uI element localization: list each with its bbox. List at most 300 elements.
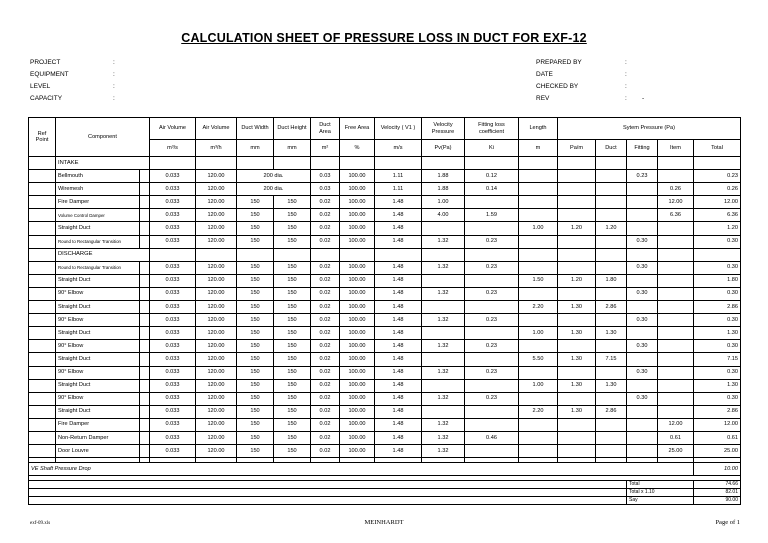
component-flag-cell	[140, 222, 150, 235]
duct-pressure-cell	[596, 392, 627, 405]
duct-area-cell: 0.02	[311, 222, 340, 235]
velocity-cell: 1.48	[375, 301, 422, 314]
duct-size-cell: 200 dia.	[237, 170, 311, 183]
fitting-pressure-cell	[627, 196, 658, 209]
velocity-cell: 1.48	[375, 196, 422, 209]
info-label: EQUIPMENT	[30, 71, 69, 78]
air-volume-ms-cell: 0.033	[150, 196, 196, 209]
duct-height-cell: 150	[274, 340, 311, 353]
duct-pressure-cell: 7.15	[596, 353, 627, 366]
info-row	[536, 69, 736, 81]
item-pressure-cell	[658, 327, 694, 340]
ref-cell	[29, 431, 56, 444]
fitting-loss-cell	[465, 196, 519, 209]
unit-velocity: m/s	[375, 140, 422, 157]
footer-company: MEINHARDT	[364, 519, 404, 526]
duct-area-cell: 0.02	[311, 196, 340, 209]
velocity-cell: 1.48	[375, 235, 422, 248]
ref-cell	[29, 196, 56, 209]
header-air-volume-mh: Air Volume	[196, 118, 237, 140]
fitting-loss-cell	[465, 445, 519, 458]
empty-cell	[422, 157, 465, 170]
pa-per-m-cell	[558, 235, 596, 248]
ref-cell	[29, 248, 56, 261]
empty-cell	[274, 248, 311, 261]
info-label: DATE	[536, 71, 553, 78]
air-volume-mh-cell: 120.00	[196, 431, 237, 444]
ref-cell	[29, 327, 56, 340]
free-area-cell: 100.00	[340, 379, 375, 392]
duct-height-cell: 150	[274, 301, 311, 314]
fitting-pressure-cell	[627, 209, 658, 222]
project-info-right	[536, 57, 736, 105]
air-volume-ms-cell: 0.033	[150, 261, 196, 274]
info-label: CHECKED BY	[536, 83, 579, 90]
total-pressure-cell: 25.00	[694, 445, 741, 458]
duct-pressure-cell: 2.86	[596, 301, 627, 314]
air-volume-mh-cell: 120.00	[196, 235, 237, 248]
length-cell	[519, 196, 558, 209]
duct-width-cell: 150	[237, 379, 274, 392]
item-pressure-cell	[658, 274, 694, 287]
fitting-loss-cell: 0.14	[465, 183, 519, 196]
length-cell	[519, 183, 558, 196]
free-area-cell: 100.00	[340, 353, 375, 366]
total-pressure-cell: 0.30	[694, 366, 741, 379]
info-row	[30, 81, 230, 93]
duct-width-cell: 150	[237, 340, 274, 353]
component-cell: Non-Return Damper	[56, 431, 140, 444]
unit-duct-height: mm	[274, 140, 311, 157]
table-row	[29, 196, 741, 209]
pa-per-m-cell: 1.20	[558, 274, 596, 287]
air-volume-mh-cell: 120.00	[196, 261, 237, 274]
header-duct-height: Duct Height	[274, 118, 311, 140]
item-pressure-cell	[658, 314, 694, 327]
unit-air-volume-mh: m³/h	[196, 140, 237, 157]
item-pressure-cell: 12.00	[658, 196, 694, 209]
summary-value: 74.66	[694, 481, 741, 489]
component-flag-cell	[140, 314, 150, 327]
info-colon: :	[625, 71, 627, 78]
velocity-pressure-cell: 1.32	[422, 445, 465, 458]
fitting-loss-cell: 0.23	[465, 235, 519, 248]
component-cell: Fire Damper	[56, 196, 140, 209]
duct-area-cell: 0.02	[311, 209, 340, 222]
summary-value: 82.01	[694, 489, 741, 497]
duct-area-cell: 0.02	[311, 431, 340, 444]
air-volume-ms-cell: 0.033	[150, 183, 196, 196]
length-cell	[519, 235, 558, 248]
info-colon: :	[113, 83, 115, 90]
item-pressure-cell: 0.61	[658, 431, 694, 444]
component-flag-cell	[140, 340, 150, 353]
fitting-loss-cell: 0.23	[465, 392, 519, 405]
velocity-pressure-cell	[422, 405, 465, 418]
header-component: Component	[56, 118, 150, 157]
velocity-cell: 1.48	[375, 431, 422, 444]
air-volume-mh-cell: 120.00	[196, 170, 237, 183]
empty-cell	[274, 157, 311, 170]
empty-cell	[375, 157, 422, 170]
info-label: LEVEL	[30, 83, 51, 90]
velocity-pressure-cell: 1.88	[422, 170, 465, 183]
fitting-loss-cell: 0.12	[465, 170, 519, 183]
duct-area-cell: 0.02	[311, 261, 340, 274]
velocity-pressure-cell: 1.32	[422, 235, 465, 248]
table-row	[29, 314, 741, 327]
velocity-pressure-cell	[422, 274, 465, 287]
duct-height-cell: 150	[274, 379, 311, 392]
pa-per-m-cell: 1.30	[558, 405, 596, 418]
component-cell: Round to Rectangular Transition	[56, 261, 140, 274]
air-volume-mh-cell: 120.00	[196, 196, 237, 209]
table-row	[29, 222, 741, 235]
duct-width-cell: 150	[237, 301, 274, 314]
duct-height-cell: 150	[274, 418, 311, 431]
free-area-cell: 100.00	[340, 287, 375, 300]
summary-row	[29, 489, 741, 497]
info-colon: :	[113, 95, 115, 102]
free-area-cell: 100.00	[340, 314, 375, 327]
duct-height-cell: 150	[274, 405, 311, 418]
free-area-cell: 100.00	[340, 405, 375, 418]
fitting-loss-cell	[465, 222, 519, 235]
duct-pressure-cell: 2.86	[596, 405, 627, 418]
total-pressure-cell: 1.80	[694, 274, 741, 287]
duct-height-cell: 150	[274, 353, 311, 366]
header-duct-width: Duct Width	[237, 118, 274, 140]
free-area-cell: 100.00	[340, 274, 375, 287]
component-cell: 90° Elbow	[56, 287, 140, 300]
fitting-loss-cell	[465, 301, 519, 314]
pa-per-m-cell	[558, 209, 596, 222]
duct-height-cell: 150	[274, 445, 311, 458]
air-volume-ms-cell: 0.033	[150, 274, 196, 287]
air-volume-ms-cell: 0.033	[150, 314, 196, 327]
free-area-cell: 100.00	[340, 261, 375, 274]
velocity-pressure-cell: 1.32	[422, 340, 465, 353]
duct-width-cell: 150	[237, 366, 274, 379]
velocity-pressure-cell: 1.32	[422, 287, 465, 300]
duct-width-cell: 150	[237, 209, 274, 222]
item-pressure-cell: 0.26	[658, 183, 694, 196]
item-pressure-cell	[658, 340, 694, 353]
duct-area-cell: 0.02	[311, 379, 340, 392]
velocity-cell: 1.48	[375, 340, 422, 353]
air-volume-ms-cell: 0.033	[150, 445, 196, 458]
fitting-pressure-cell	[627, 379, 658, 392]
item-pressure-cell	[658, 170, 694, 183]
component-cell: Door Louvre	[56, 445, 140, 458]
duct-pressure-cell	[596, 170, 627, 183]
info-label: REV	[536, 95, 550, 102]
header-velocity-pressure: Velocity Pressure	[422, 118, 465, 140]
length-cell	[519, 170, 558, 183]
empty-cell	[519, 157, 558, 170]
ref-cell	[29, 235, 56, 248]
table-row	[29, 340, 741, 353]
table-row	[29, 261, 741, 274]
info-label: CAPACITY	[30, 95, 63, 102]
velocity-cell: 1.48	[375, 274, 422, 287]
fitting-loss-cell: 0.23	[465, 261, 519, 274]
ref-cell	[29, 405, 56, 418]
total-pressure-cell: 0.30	[694, 235, 741, 248]
velocity-pressure-cell: 1.32	[422, 431, 465, 444]
fitting-pressure-cell: 0.30	[627, 340, 658, 353]
sheet-title: CALCULATION SHEET OF PRESSURE LOSS IN DUCT FOR EXF-12	[181, 31, 587, 45]
item-pressure-cell	[658, 222, 694, 235]
duct-area-cell: 0.02	[311, 301, 340, 314]
empty-cell	[29, 481, 627, 489]
air-volume-ms-cell: 0.033	[150, 209, 196, 222]
component-flag-cell	[140, 183, 150, 196]
duct-height-cell: 150	[274, 274, 311, 287]
table-row	[29, 366, 741, 379]
info-row	[536, 57, 736, 69]
component-cell: 90° Elbow	[56, 314, 140, 327]
pa-per-m-cell	[558, 261, 596, 274]
velocity-pressure-cell: 4.00	[422, 209, 465, 222]
pa-per-m-cell	[558, 418, 596, 431]
summary-value: 90.00	[694, 497, 741, 505]
component-cell: Fire Damper	[56, 418, 140, 431]
total-pressure-cell: 0.30	[694, 261, 741, 274]
ref-cell	[29, 366, 56, 379]
duct-area-cell: 0.02	[311, 327, 340, 340]
ref-cell	[29, 379, 56, 392]
info-row	[30, 93, 230, 105]
pa-per-m-cell: 1.20	[558, 222, 596, 235]
duct-area-cell: 0.02	[311, 353, 340, 366]
length-cell	[519, 209, 558, 222]
total-pressure-cell: 0.30	[694, 314, 741, 327]
pa-per-m-cell: 1.30	[558, 353, 596, 366]
calculation-table	[28, 117, 741, 505]
info-colon: :	[113, 59, 115, 66]
duct-area-cell: 0.02	[311, 445, 340, 458]
component-cell: Volume Control Damper	[56, 209, 140, 222]
header-air-volume-ms: Air Volume	[150, 118, 196, 140]
velocity-cell: 1.48	[375, 392, 422, 405]
fitting-pressure-cell	[627, 353, 658, 366]
component-flag-cell	[140, 170, 150, 183]
empty-cell	[558, 248, 596, 261]
velocity-cell: 1.48	[375, 327, 422, 340]
duct-area-cell: 0.02	[311, 405, 340, 418]
velocity-cell: 1.48	[375, 366, 422, 379]
header-duct-area: Duct Area	[311, 118, 340, 140]
table-row	[29, 301, 741, 314]
fitting-pressure-cell: 0.30	[627, 235, 658, 248]
duct-area-cell: 0.02	[311, 274, 340, 287]
component-flag-cell	[140, 196, 150, 209]
length-cell: 1.00	[519, 327, 558, 340]
component-cell: 90° Elbow	[56, 340, 140, 353]
duct-width-cell: 150	[237, 274, 274, 287]
table-row	[29, 235, 741, 248]
fitting-pressure-cell	[627, 327, 658, 340]
velocity-cell: 1.48	[375, 379, 422, 392]
air-volume-mh-cell: 120.00	[196, 340, 237, 353]
duct-size-cell: 200 dia.	[237, 183, 311, 196]
empty-cell	[422, 248, 465, 261]
header-velocity: Velocity ( V1 )	[375, 118, 422, 140]
pa-per-m-cell	[558, 314, 596, 327]
pa-per-m-cell	[558, 183, 596, 196]
fitting-pressure-cell	[627, 431, 658, 444]
air-volume-mh-cell: 120.00	[196, 445, 237, 458]
air-volume-mh-cell: 120.00	[196, 183, 237, 196]
fitting-pressure-cell: 0.23	[627, 170, 658, 183]
duct-area-cell: 0.02	[311, 392, 340, 405]
section-row	[29, 157, 741, 170]
length-cell: 2.20	[519, 301, 558, 314]
table-row	[29, 431, 741, 444]
component-flag-cell	[140, 445, 150, 458]
duct-height-cell: 150	[274, 287, 311, 300]
component-cell: Straight Duct	[56, 379, 140, 392]
duct-width-cell: 150	[237, 445, 274, 458]
duct-width-cell: 150	[237, 327, 274, 340]
empty-cell	[196, 157, 237, 170]
ref-cell	[29, 209, 56, 222]
ref-cell	[29, 392, 56, 405]
table-row	[29, 183, 741, 196]
free-area-cell: 100.00	[340, 392, 375, 405]
table-row	[29, 392, 741, 405]
ref-cell	[29, 287, 56, 300]
empty-cell	[29, 489, 627, 497]
fitting-pressure-cell	[627, 445, 658, 458]
total-pressure-cell: 1.20	[694, 222, 741, 235]
empty-cell	[150, 157, 196, 170]
length-cell	[519, 431, 558, 444]
air-volume-mh-cell: 120.00	[196, 287, 237, 300]
empty-cell	[596, 157, 627, 170]
duct-area-cell: 0.02	[311, 314, 340, 327]
length-cell: 1.50	[519, 274, 558, 287]
unit-total: Total	[694, 140, 741, 157]
ref-cell	[29, 445, 56, 458]
unit-velocity-pressure: Pv(Pa)	[422, 140, 465, 157]
item-pressure-cell	[658, 287, 694, 300]
duct-height-cell: 150	[274, 431, 311, 444]
component-cell: 90° Elbow	[56, 366, 140, 379]
item-pressure-cell: 25.00	[658, 445, 694, 458]
pa-per-m-cell	[558, 431, 596, 444]
duct-area-cell: 0.03	[311, 183, 340, 196]
free-area-cell: 100.00	[340, 340, 375, 353]
velocity-pressure-cell: 1.32	[422, 366, 465, 379]
empty-cell	[627, 157, 658, 170]
velocity-cell: 1.48	[375, 261, 422, 274]
total-pressure-cell: 0.30	[694, 287, 741, 300]
empty-cell	[311, 248, 340, 261]
summary-row	[29, 481, 741, 489]
component-flag-cell	[140, 366, 150, 379]
unit-item: Item	[658, 140, 694, 157]
velocity-cell: 1.48	[375, 287, 422, 300]
info-label: PREPARED BY	[536, 59, 582, 66]
length-cell	[519, 314, 558, 327]
length-cell	[519, 287, 558, 300]
fitting-loss-cell: 0.23	[465, 340, 519, 353]
air-volume-ms-cell: 0.033	[150, 170, 196, 183]
total-pressure-cell: 7.15	[694, 353, 741, 366]
velocity-cell: 1.11	[375, 183, 422, 196]
air-volume-ms-cell: 0.033	[150, 301, 196, 314]
velocity-cell: 1.48	[375, 314, 422, 327]
empty-cell	[465, 248, 519, 261]
duct-width-cell: 150	[237, 222, 274, 235]
empty-cell	[658, 157, 694, 170]
component-flag-cell	[140, 379, 150, 392]
fitting-pressure-cell	[627, 418, 658, 431]
fitting-loss-cell: 0.23	[465, 366, 519, 379]
duct-width-cell: 150	[237, 235, 274, 248]
header-fitting-loss: Fitting loss coefficient	[465, 118, 519, 140]
velocity-cell: 1.48	[375, 418, 422, 431]
empty-cell	[558, 157, 596, 170]
duct-pressure-cell	[596, 183, 627, 196]
project-info-left	[30, 57, 230, 105]
air-volume-mh-cell: 120.00	[196, 209, 237, 222]
item-pressure-cell	[658, 261, 694, 274]
unit-fitting: Fitting	[627, 140, 658, 157]
velocity-pressure-cell: 1.32	[422, 418, 465, 431]
velocity-pressure-cell: 1.88	[422, 183, 465, 196]
duct-pressure-cell	[596, 235, 627, 248]
duct-height-cell: 150	[274, 209, 311, 222]
air-volume-ms-cell: 0.033	[150, 340, 196, 353]
free-area-cell: 100.00	[340, 301, 375, 314]
pa-per-m-cell	[558, 170, 596, 183]
duct-area-cell: 0.02	[311, 340, 340, 353]
total-pressure-cell: 0.61	[694, 431, 741, 444]
unit-air-volume-ms: m³/s	[150, 140, 196, 157]
duct-pressure-cell	[596, 314, 627, 327]
empty-cell	[375, 248, 422, 261]
header-ref-point: Ref Point	[29, 118, 56, 157]
fitting-pressure-cell: 0.30	[627, 366, 658, 379]
duct-pressure-cell	[596, 209, 627, 222]
empty-cell	[465, 157, 519, 170]
summary-label: Say	[627, 497, 694, 505]
fitting-loss-cell	[465, 327, 519, 340]
component-cell: Straight Duct	[56, 405, 140, 418]
component-cell: Straight Duct	[56, 274, 140, 287]
fitting-loss-cell: 0.23	[465, 314, 519, 327]
pa-per-m-cell	[558, 340, 596, 353]
footer-page: Page of 1	[715, 519, 740, 526]
component-flag-cell	[140, 261, 150, 274]
duct-pressure-cell: 1.20	[596, 222, 627, 235]
duct-height-cell: 150	[274, 222, 311, 235]
air-volume-ms-cell: 0.033	[150, 418, 196, 431]
velocity-pressure-cell	[422, 301, 465, 314]
duct-pressure-cell	[596, 287, 627, 300]
item-pressure-cell	[658, 235, 694, 248]
component-cell: Wiremesh	[56, 183, 140, 196]
duct-pressure-cell: 1.80	[596, 274, 627, 287]
air-volume-mh-cell: 120.00	[196, 405, 237, 418]
component-cell: Straight Duct	[56, 353, 140, 366]
component-flag-cell	[140, 405, 150, 418]
air-volume-mh-cell: 120.00	[196, 392, 237, 405]
duct-pressure-cell	[596, 418, 627, 431]
